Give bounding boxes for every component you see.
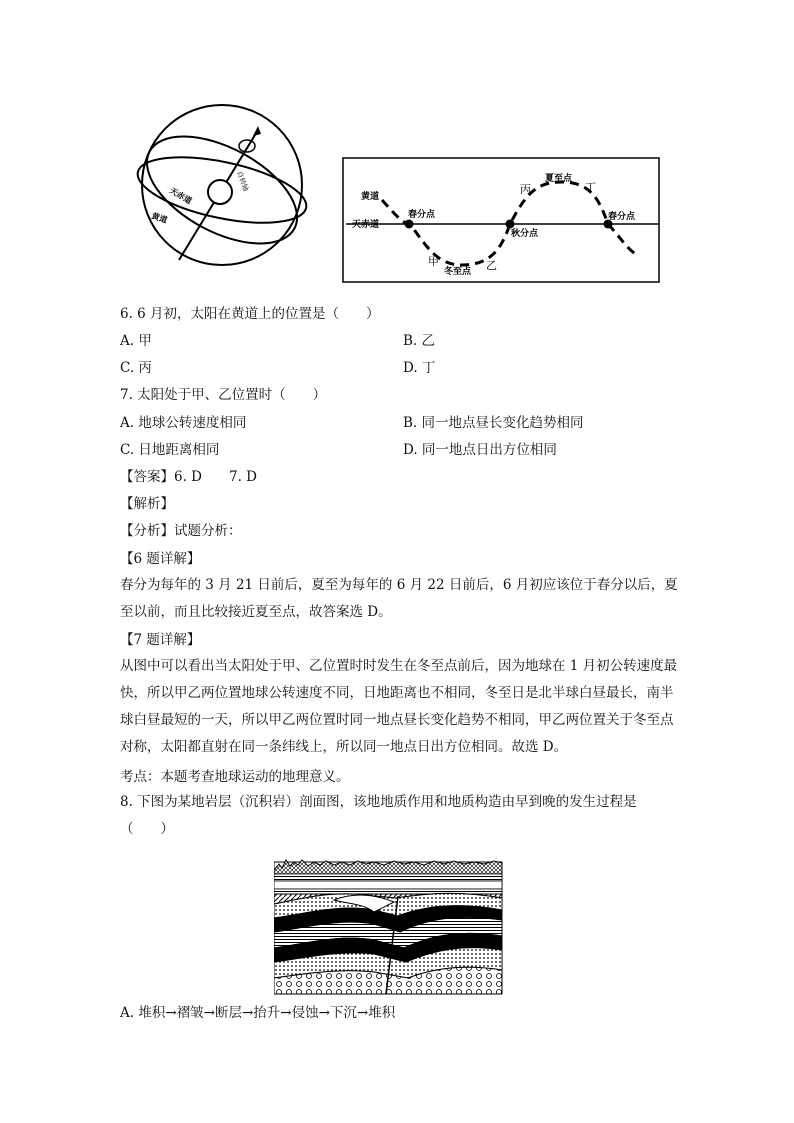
- horizontal-stratum-1: [274, 874, 502, 881]
- q6-stem: 6. 6 月初，太阳在黄道上的位置是（ ）: [120, 306, 380, 322]
- q6-detail-text: 春分为每年的 3 月 21 日前后，夏至为每年的 6 月 22 日前后，6 月初应该位于春分以后，夏至以前，而且比较接近夏至点，故答案选 D。: [120, 577, 678, 620]
- winter-label: 冬至点: [444, 267, 472, 277]
- axis-arrow: [253, 126, 261, 136]
- q8-stem: 8. 下图为某地岩层（沉积岩）剖面图，该地地质作用和地质构造由早到晚的发生过程是（ ）: [120, 794, 637, 837]
- q7-detail-title: 【7 题详解】: [120, 632, 201, 648]
- ding-label: 丁: [585, 181, 596, 194]
- jia-label: 甲: [428, 255, 439, 268]
- spring-2-label: 春分点: [608, 212, 636, 222]
- analysis-sub: 【分析】试题分析：: [120, 523, 242, 539]
- q6-option-b: B. 乙: [403, 333, 436, 349]
- q6-detail-title: 【6 题详解】: [120, 551, 201, 567]
- spring-label: 春分点: [408, 210, 436, 220]
- kaodian-line: 考点：本题考查地球运动的地理意义。: [120, 769, 350, 785]
- ecliptic-label: 黄道: [150, 211, 169, 225]
- summer-label: 夏至点: [545, 174, 573, 184]
- rock-strata-figure: [274, 852, 503, 996]
- analysis-title: 【解析】: [120, 496, 174, 512]
- q7-option-d: D. 同一地点日出方位相同: [403, 442, 557, 458]
- autumn-point-dot: [506, 220, 515, 229]
- celestial-sphere-figure: [125, 104, 320, 266]
- q7-stem: 7. 太阳处于甲、乙位置时（ ）: [120, 387, 327, 403]
- equator-label: 天赤道: [168, 185, 194, 206]
- q6-option-c: C. 丙: [120, 360, 152, 376]
- rotation-ring: [239, 140, 255, 152]
- horizontal-stratum-3: [274, 889, 502, 894]
- yi-label: 乙: [486, 259, 497, 272]
- q8-option-a: A. 堆积→褶皱→断层→抬升→侵蚀→下沉→堆积: [120, 1005, 396, 1021]
- q7-detail-text: 从图中可以看出当太阳处于甲、乙位置时时发生在冬至点前后，因为地球在 1 月初公转速度最快，所以甲乙两位置地球公转速度不同，日地距离也不相同，冬至日是北半球白昼最长，南半球白昼最短的一天，所以甲乙两位置时同一地点昼长变化趋势不相同，甲乙两位置关于冬至点对称，太阳都直射在同一条纬线上，所以同一地点日出方位相同。故选 D。: [120, 658, 678, 755]
- spring-point-dot: [405, 220, 414, 229]
- sine-ecliptic-label: 黄道: [361, 192, 380, 202]
- q6-option-d: D. 丁: [403, 360, 436, 376]
- q7-option-a: A. 地球公转速度相同: [120, 415, 247, 431]
- q6-option-a: A. 甲: [120, 333, 152, 349]
- ecliptic-sine-figure: [342, 157, 662, 284]
- q7-option-c: C. 日地距离相同: [120, 442, 220, 458]
- axis-label: 自转轴: [235, 169, 250, 193]
- earth-circle: [208, 180, 232, 204]
- sine-equator-label: 天赤道: [352, 220, 380, 230]
- q7-option-b: B. 同一地点昼长变化趋势相同: [403, 415, 584, 431]
- bing-label: 丙: [520, 183, 531, 196]
- answer-line: 【答案】6. D 7. D: [120, 469, 257, 485]
- autumn-label: 秋分点: [511, 229, 539, 239]
- horizontal-stratum-2: [274, 881, 502, 889]
